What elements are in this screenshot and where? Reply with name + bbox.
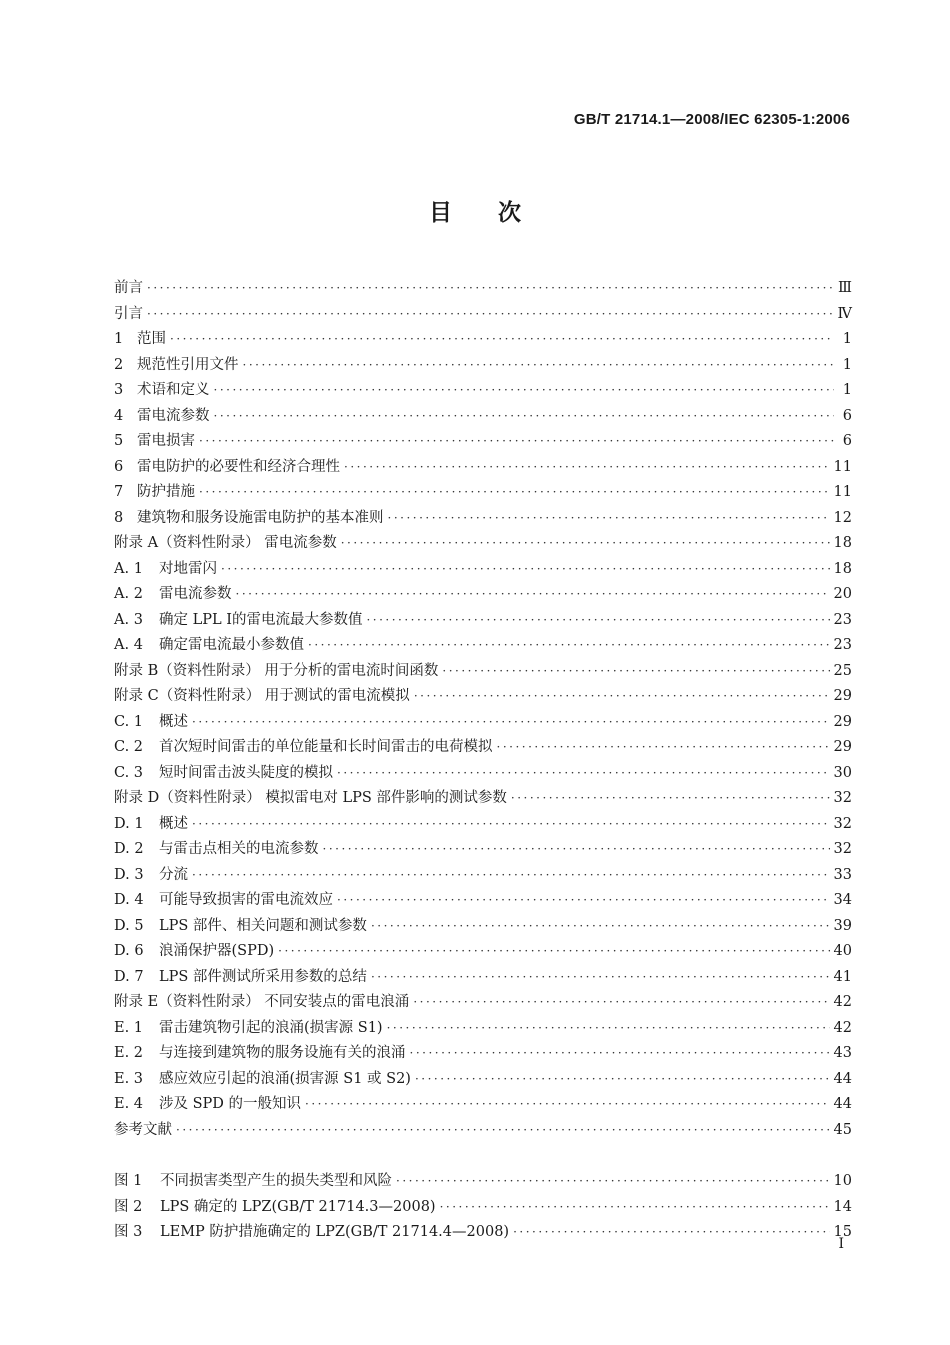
dot-leader: [308, 638, 830, 652]
toc-entry[interactable]: [114, 582, 852, 608]
toc-entry-page: 23: [833, 611, 852, 628]
toc-entry-page: 42: [833, 994, 852, 1010]
dot-leader: [176, 1123, 830, 1137]
toc-entry[interactable]: [114, 633, 852, 659]
toc-entry[interactable]: [114, 965, 852, 991]
toc-entry[interactable]: [114, 1118, 852, 1144]
toc-entry-page: 25: [833, 662, 852, 679]
standard-code: GB/T 21714.1—2008/IEC 62305-1:2006: [573, 111, 850, 128]
toc-entry-number: 6: [114, 458, 124, 475]
toc-entry-page: 41: [833, 968, 852, 985]
figure-entry[interactable]: [114, 1220, 852, 1246]
toc-entry[interactable]: [114, 684, 852, 710]
toc-entry-number: 3: [114, 382, 124, 398]
figure-entry[interactable]: [114, 1169, 852, 1195]
dot-leader: [323, 842, 830, 856]
toc-entry[interactable]: [114, 863, 852, 889]
toc-entry-page: 29: [833, 739, 852, 755]
toc-entry-page: 32: [833, 790, 852, 806]
toc-entry-title: 对地雷闪: [159, 560, 217, 577]
dot-leader: [341, 536, 830, 550]
toc-entry-page: 18: [833, 560, 852, 577]
toc-entry-number: C. 3: [114, 764, 144, 781]
toc-entry-title: 雷电流参数: [137, 407, 210, 424]
toc-entry-title: 建筑物和服务设施雷电防护的基本准则: [137, 509, 384, 526]
dot-leader: [236, 587, 830, 601]
figure-entry-page: 14: [833, 1198, 852, 1215]
toc-entry[interactable]: [114, 608, 852, 634]
dot-leader: [371, 970, 830, 984]
toc-entry[interactable]: [114, 506, 852, 532]
figure-entry-number: 图 2: [114, 1198, 143, 1215]
dot-leader: [170, 332, 834, 346]
toc-entry-title: 规范性引用文件: [137, 356, 239, 373]
toc-entry-page: 23: [833, 637, 852, 653]
toc-entry-number: 1: [114, 331, 124, 347]
dot-leader: [192, 817, 830, 831]
toc-entry-number: D. 5: [114, 917, 144, 934]
toc-entry-title: 附录 A（资料性附录） 雷电流参数: [114, 535, 337, 551]
toc-entry-page: Ⅳ: [837, 305, 852, 322]
toc-entry[interactable]: [114, 659, 852, 685]
toc-entry[interactable]: [114, 1016, 852, 1042]
toc-entry-title: 防护措施: [137, 484, 195, 500]
dot-leader: [344, 460, 830, 474]
dot-leader: [192, 715, 830, 729]
dot-leader: [410, 1046, 830, 1060]
dot-leader: [440, 1200, 830, 1214]
toc-entry-page: 32: [833, 815, 852, 832]
dot-leader: [214, 383, 835, 397]
toc-entry[interactable]: [114, 276, 852, 302]
toc-entry-number: C. 2: [114, 739, 144, 755]
toc-entry-number: A. 3: [114, 611, 143, 628]
toc-entry[interactable]: [114, 888, 852, 914]
toc-entry-title: 雷电损害: [137, 433, 195, 449]
dot-leader: [413, 995, 829, 1009]
dot-leader: [199, 434, 834, 448]
toc-entry[interactable]: [114, 557, 852, 583]
toc-entry-number: E. 2: [114, 1045, 144, 1061]
toc-entry[interactable]: [114, 1041, 852, 1067]
toc-entry-title: 浪涌保护器(SPD): [159, 943, 275, 959]
dot-leader: [513, 1225, 829, 1239]
dot-leader: [511, 791, 830, 805]
page-title: 目次: [429, 200, 567, 226]
figure-entry-title: 不同损害类型产生的损失类型和风险: [160, 1173, 392, 1189]
toc-entry-page: 44: [833, 1096, 852, 1112]
toc-entry[interactable]: [114, 378, 852, 404]
toc-entry-title: 分流: [159, 866, 188, 883]
toc-entry[interactable]: [114, 761, 852, 787]
toc-entry-page: 32: [833, 841, 852, 857]
toc-entry-title: 附录 B（资料性附录） 用于分析的雷电流时间函数: [114, 662, 439, 679]
toc-entry[interactable]: [114, 735, 852, 761]
toc-entry-title: LPS 部件测试所采用参数的总结: [159, 968, 367, 985]
toc-entry-number: 4: [114, 407, 124, 424]
dot-leader: [366, 613, 829, 627]
toc-entry-title: 首次短时间雷击的单位能量和长时间雷击的电荷模拟: [159, 739, 493, 755]
toc-entry[interactable]: [114, 710, 852, 736]
toc-entry-title: 参考文献: [114, 1121, 172, 1138]
toc-entry-number: D. 6: [114, 943, 144, 959]
toc-entry-title: 附录 E（资料性附录） 不同安装点的雷电浪涌: [114, 994, 410, 1010]
toc-entry-title: 附录 D（资料性附录） 模拟雷电对 LPS 部件影响的测试参数: [114, 790, 507, 806]
toc-entry-title: 前言: [114, 280, 143, 296]
dot-leader: [199, 485, 830, 499]
toc-entry-title: 雷击建筑物引起的浪涌(损害源 S1): [159, 1019, 383, 1036]
toc-entry-title: 概述: [159, 815, 188, 832]
toc-entry-title: 与雷击点相关的电流参数: [159, 841, 319, 857]
toc-entry-title: 概述: [159, 713, 188, 730]
dot-leader: [337, 893, 830, 907]
figure-entry-title: LEMP 防护措施确定的 LPZ(GB/T 21714.4—2008): [160, 1224, 510, 1240]
toc-entry[interactable]: [114, 429, 852, 455]
figure-entry-page: 15: [833, 1224, 852, 1240]
toc-entry-title: 确定 LPL Ⅰ的雷电流最大参数值: [159, 611, 363, 628]
toc-entry-number: 2: [114, 356, 124, 373]
toc-entry[interactable]: [114, 353, 852, 379]
toc-entry-page: 1: [842, 331, 852, 347]
toc-entry-page: 29: [833, 713, 852, 730]
toc-entry-number: D. 1: [114, 815, 144, 832]
toc-entry-number: E. 1: [114, 1019, 144, 1036]
toc-entry-number: D. 2: [114, 841, 144, 857]
toc-entry[interactable]: [114, 837, 852, 863]
toc-entry-page: 45: [833, 1121, 852, 1138]
figure-entry-title: LPS 确定的 LPZ(GB/T 21714.3—2008): [160, 1198, 436, 1215]
toc-entry-page: 39: [833, 917, 852, 934]
toc-entry[interactable]: [114, 990, 852, 1016]
toc-entry-page: 43: [833, 1045, 852, 1061]
figure-entry[interactable]: [114, 1195, 852, 1221]
toc-entry-number: A. 1: [114, 560, 143, 577]
toc-entry-title: 确定雷电流最小参数值: [159, 637, 304, 653]
page-number: Ⅰ: [838, 1236, 844, 1252]
dot-leader: [387, 1021, 830, 1035]
dot-leader: [278, 944, 829, 958]
toc-entry-page: 12: [833, 509, 852, 526]
toc-entry-number: D. 4: [114, 892, 144, 908]
toc-entry-title: 可能导致损害的雷电流效应: [159, 892, 333, 908]
toc-entry-number: D. 3: [114, 866, 144, 883]
toc-entries: [114, 276, 852, 1143]
toc-entry-number: 7: [114, 484, 124, 500]
dot-leader: [388, 511, 830, 525]
dot-leader: [147, 281, 834, 295]
toc-entry-page: 29: [833, 688, 852, 704]
toc-entry-title: 涉及 SPD 的一般知识: [159, 1096, 302, 1112]
toc-entry-page: 11: [833, 484, 852, 500]
toc-entry-number: 5: [114, 433, 124, 449]
table-of-contents: [114, 276, 852, 1246]
toc-entry-title: 感应效应引起的浪涌(损害源 S1 或 S2): [159, 1070, 411, 1087]
toc-entry-page: 42: [833, 1019, 852, 1036]
dot-leader: [396, 1174, 830, 1188]
toc-entry-number: E. 4: [114, 1096, 144, 1112]
figure-entry-number: 图 3: [114, 1224, 143, 1240]
toc-entry-number: A. 2: [114, 586, 143, 602]
toc-entry-title: LPS 部件、相关问题和测试参数: [159, 917, 367, 934]
dot-leader: [147, 307, 834, 321]
toc-entry[interactable]: [114, 531, 852, 557]
toc-entry-title: 与连接到建筑物的服务设施有关的浪涌: [159, 1045, 406, 1061]
toc-entry-page: 11: [833, 458, 852, 475]
toc-entry[interactable]: [114, 1067, 852, 1093]
toc-entry-title: 引言: [114, 305, 143, 322]
figure-entry-number: 图 1: [114, 1173, 143, 1189]
dot-leader: [192, 868, 830, 882]
toc-entry[interactable]: [114, 480, 852, 506]
toc-entry-page: 40: [833, 943, 852, 959]
toc-entry-page: Ⅲ: [838, 280, 852, 296]
dot-leader: [415, 1072, 830, 1086]
dot-leader: [497, 740, 830, 754]
toc-entry-page: 18: [833, 535, 852, 551]
toc-entry-title: 雷电防护的必要性和经济合理性: [137, 458, 340, 475]
figure-entries: [114, 1169, 852, 1246]
toc-entry-page: 6: [842, 407, 852, 424]
toc-entry-page: 6: [842, 433, 852, 449]
dot-leader: [442, 664, 829, 678]
toc-entry-title: 附录 C（资料性附录） 用于测试的雷电流模拟: [114, 688, 410, 704]
toc-entry[interactable]: [114, 786, 852, 812]
dot-leader: [337, 766, 830, 780]
toc-entry[interactable]: [114, 455, 852, 481]
toc-entry[interactable]: [114, 302, 852, 328]
dot-leader: [305, 1097, 830, 1111]
dot-leader: [371, 919, 830, 933]
toc-entry-page: 30: [833, 764, 852, 781]
dot-leader: [214, 409, 835, 423]
toc-entry-number: A. 4: [114, 637, 143, 653]
toc-entry-page: 33: [833, 866, 852, 883]
toc-entry-page: 44: [833, 1070, 852, 1087]
toc-entry-title: 术语和定义: [137, 382, 210, 398]
toc-entry-page: 1: [842, 356, 852, 373]
toc-entry[interactable]: [114, 404, 852, 430]
toc-entry-page: 1: [842, 382, 852, 398]
toc-entry-page: 34: [833, 892, 852, 908]
dot-leader: [414, 689, 830, 703]
toc-entry[interactable]: [114, 327, 852, 353]
toc-entry-number: D. 7: [114, 968, 144, 985]
toc-entry[interactable]: [114, 939, 852, 965]
toc-entry-number: C. 1: [114, 713, 144, 730]
toc-entry-number: 8: [114, 509, 124, 526]
toc-entry-number: E. 3: [114, 1070, 144, 1087]
figure-entry-page: 10: [833, 1173, 852, 1189]
toc-entry-title: 雷电流参数: [159, 586, 232, 602]
toc-entry[interactable]: [114, 914, 852, 940]
toc-entry-title: 范围: [137, 331, 166, 347]
toc-entry-page: 20: [833, 586, 852, 602]
toc-entry[interactable]: [114, 1092, 852, 1118]
toc-entry[interactable]: [114, 812, 852, 838]
dot-leader: [243, 358, 835, 372]
toc-entry-title: 短时间雷击波头陡度的模拟: [159, 764, 333, 781]
toc-figure-gap: [114, 1143, 852, 1169]
dot-leader: [221, 562, 830, 576]
